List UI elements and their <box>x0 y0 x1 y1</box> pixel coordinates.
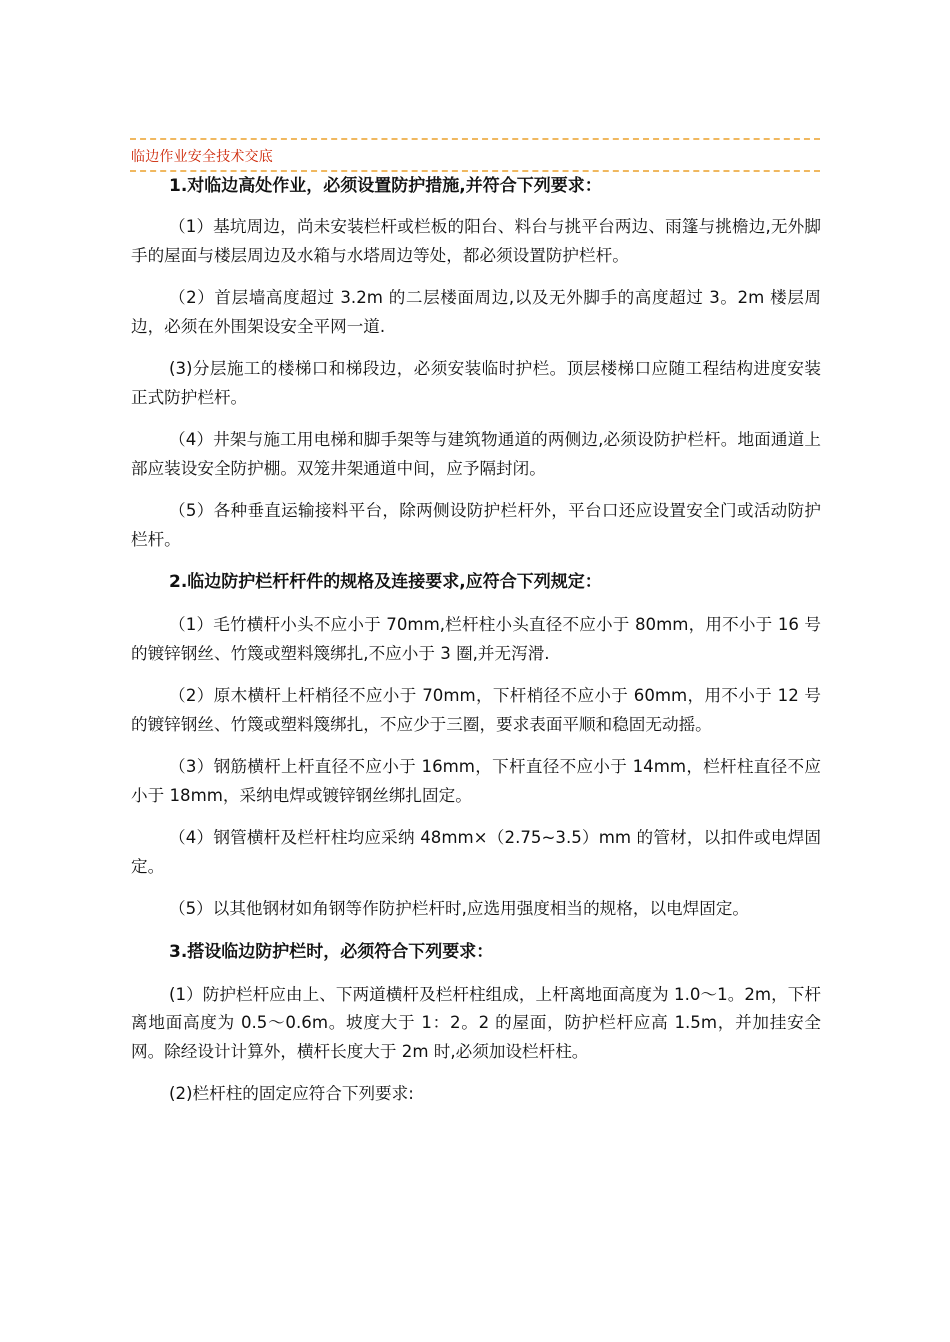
paragraph: (1）防护栏杆应由上、下两道横杆及栏杆柱组成，上杆离地面高度为 1.0～1。2m，下杆离地面高度为 0.5～0.6m。坡度大于 1：2。2 的屋面，防护栏杆应高 1.5m，并加挂安全网。除经设计计算外，横杆长度大于 2m 时,必须加设栏杆柱。 <box>131 984 821 1061</box>
section-heading: 1.对临边高处作业，必须设置防护措施,并符合下列要求： <box>169 176 602 196</box>
paragraph: （5）各种垂直运输接料平台，除两侧设防护栏杆外，平台口还应设置安全门或活动防护栏杆。 <box>131 501 821 549</box>
paragraph: （3）钢筋横杆上杆直径不应小于 16mm，下杆直径不应小于 14mm，栏杆柱直径不应小于 18mm，采纳电焊或镀锌钢丝绑扎固定。 <box>131 757 821 805</box>
paragraph: （4）钢管横杆及栏杆柱均应采纳 48mm×（2.75~3.5）mm 的管材，以扣件或电焊固定。 <box>131 828 821 876</box>
dashed-divider-top <box>130 138 820 140</box>
paragraph: (3)分层施工的楼梯口和梯段边，必须安装临时护栏。顶层楼梯口应随工程结构进度安装正式防护栏杆。 <box>131 359 821 407</box>
document-title: 临边作业安全技术交底 <box>131 149 273 165</box>
section-heading: 2.临边防护栏杆杆件的规格及连接要求,应符合下列规定： <box>169 572 602 592</box>
paragraph: (2)栏杆柱的固定应符合下列要求: <box>169 1084 414 1103</box>
paragraph: （1）毛竹横杆小头不应小于 70mm,栏杆柱小头直径不应小于 80mm，用不小于 16 号的镀锌钢丝、竹篾或塑料篾绑扎,不应小于 3 圈,并无泻滑. <box>131 615 821 663</box>
section-heading: 3.搭设临边防护栏时，必须符合下列要求： <box>169 941 494 962</box>
paragraph: （2）原木横杆上杆梢径不应小于 70mm，下杆梢径不应小于 60mm，用不小于 12 号的镀锌钢丝、竹篾或塑料篾绑扎，不应少于三圈，要求表面平顺和稳固无动摇。 <box>131 686 821 734</box>
paragraph: （5）以其他钢材如角钢等作防护栏杆时,应选用强度相当的规格，以电焊固定。 <box>169 899 750 918</box>
paragraph: （4）井架与施工用电梯和脚手架等与建筑物通道的两侧边,必须设防护栏杆。地面通道上部应装设安全防护棚。双笼井架通道中间，应予隔封闭。 <box>131 430 821 478</box>
paragraph: （2）首层墙高度超过 3.2m 的二层楼面周边,以及无外脚手的高度超过 3。2m 楼层周边，必须在外围架设安全平网一道. <box>131 288 821 336</box>
paragraph: （1）基坑周边，尚未安装栏杆或栏板的阳台、料台与挑平台两边、雨篷与挑檐边,无外脚手的屋面与楼层周边及水箱与水塔周边等处，都必须设置防护栏杆。 <box>131 217 821 265</box>
document-body <box>131 172 821 1109</box>
